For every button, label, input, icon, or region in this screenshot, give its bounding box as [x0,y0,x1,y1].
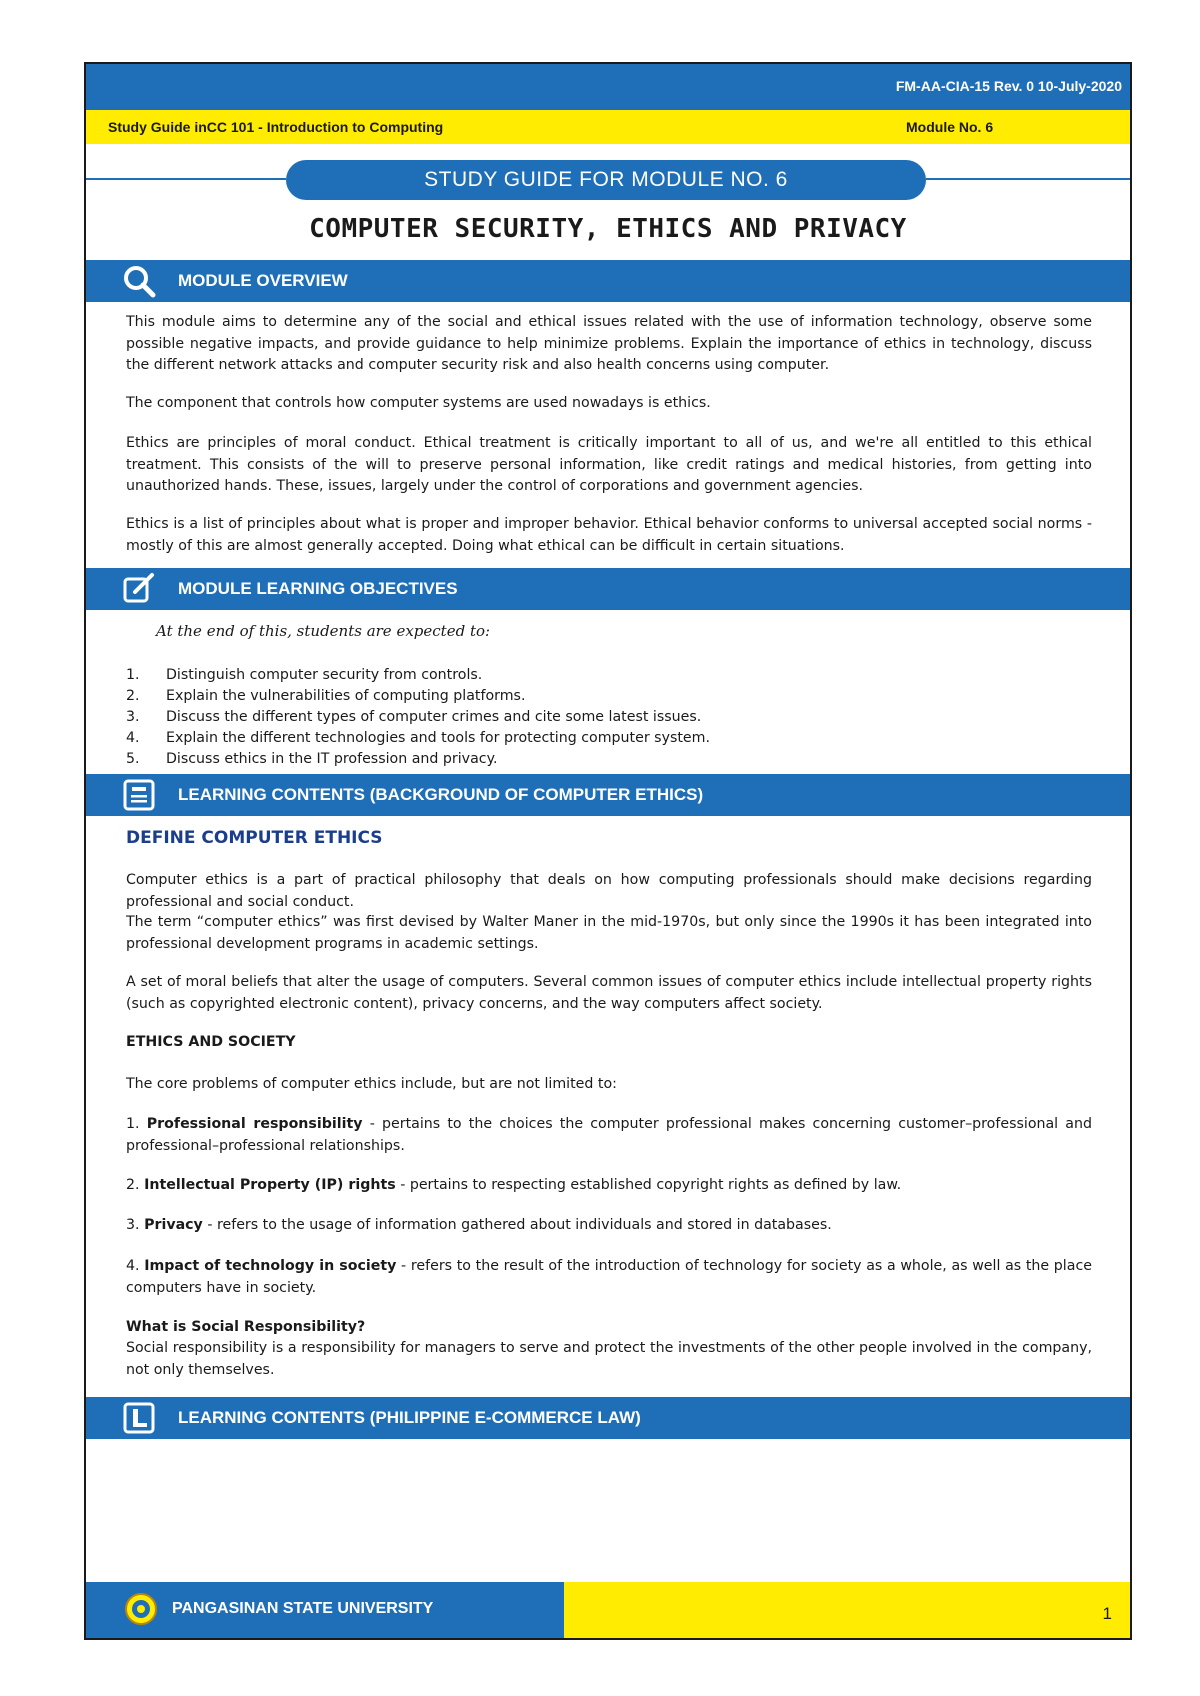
magnifier-icon [122,264,156,298]
overview-paragraph-2: The component that controls how computer systems are used nowadays is ethics. [126,395,711,411]
title-rule-right [926,178,1130,180]
section-label-overview: MODULE OVERVIEW [178,271,348,290]
page-title: COMPUTER SECURITY, ETHICS AND PRIVACY [309,214,907,244]
problem-description: - refers to the usage of information gathered about individuals and stored in databases. [202,1217,832,1233]
list-item [126,665,1092,686]
university-name: PANGASINAN STATE UNIVERSITY [172,1600,434,1617]
objective-number: 3. [126,709,140,725]
list-item [126,749,1092,770]
problem-item-4 [126,1256,1092,1299]
list-item [126,707,1092,728]
problem-term: Privacy [144,1217,203,1233]
university-seal-icon [124,1592,158,1626]
social-responsibility-question: What is Social Responsibility? [126,1319,366,1335]
title-rule-left [86,178,286,180]
objective-number: 1. [126,667,140,683]
study-guide-pill: STUDY GUIDE FOR MODULE NO. 6 [286,160,926,200]
social-responsibility-answer: Social responsibility is a responsibility for managers to serve and protect the investments of the other people involved in the company, not only themselves. [126,1340,1092,1378]
ethics-paragraph-2: The term “computer ethics” was first devised by Walter Maner in the mid-1970s, but only since the 1990s it has been integrated into professional development programs in academic settings. [126,914,1092,952]
problem-item-3 [126,1215,1092,1237]
problem-number: 1. [126,1116,140,1132]
section-bar-overview [86,260,1130,302]
section-label-contents-ecommerce: LEARNING CONTENTS (PHILIPPINE E-COMMERCE LAW) [178,1408,641,1427]
objective-text: Discuss the different types of computer crimes and cite some latest issues. [166,709,702,725]
problem-number: 3. [126,1217,140,1233]
page-number: 1 [1102,1604,1112,1623]
overview-paragraph-4: Ethics is a list of principles about what is proper and improper behavior. Ethical behavior conforms to universal accepted social norms - mostly of this are almost generally accepted. Doing what ethical can be difficult in certain situations. [126,516,1092,554]
problem-term: Professional responsibility [146,1116,363,1132]
objective-number: 2. [126,688,140,704]
objective-number: 4. [126,730,140,746]
guide-title: Study Guide inCC 101 - Introduction to Computing [108,119,444,135]
overview-paragraph-1: This module aims to determine any of the social and ethical issues related with the use of information technology, observe some possible negative impacts, and provide guidance to help minimize problems. Explain the importance of ethics in technology, discuss the different network attacks and computer security risk and also health concerns using computer. [126,314,1092,373]
objectives-list [126,665,1092,770]
page-frame [84,62,1132,1640]
section-label-contents-ethics: LEARNING CONTENTS (BACKGROUND OF COMPUTER ETHICS) [178,785,704,804]
objective-number: 5. [126,751,140,767]
problem-description: - pertains to the choices the computer professional makes concerning customer–professional and professional–professional relationships. [126,1116,1093,1154]
problem-term: Impact of technology in society [144,1258,397,1274]
problem-item-2 [126,1175,1092,1197]
section-bar-objectives [86,568,1130,610]
core-problems-intro: The core problems of computer ethics include, but are not limited to: [126,1076,617,1092]
problem-number: 4. [126,1258,140,1274]
define-computer-ethics-heading: DEFINE COMPUTER ETHICS [126,828,383,848]
pencil-icon [122,572,156,606]
footer-yellow-band [564,1582,1130,1638]
list-item [126,728,1092,749]
objectives-intro: At the end of this, students are expected to: [156,622,491,640]
list-item [126,686,1092,707]
overview-paragraph-3: Ethics are principles of moral conduct. Ethical treatment is critically important to all of us, and we're all entitled to this ethical treatment. This consists of the will to preserve personal information, like credit ratings and medical histories, from getting into unauthorized hands. These, issues, largely under the control of corporations and government agencies. [126,435,1092,494]
module-number: Module No. 6 [906,119,994,135]
section-bar-contents-ecommerce [86,1397,1130,1439]
objective-text: Discuss ethics in the IT profession and privacy. [166,751,498,767]
problem-description: - pertains to respecting established copyright rights as defined by law. [395,1177,902,1193]
form-code: FM-AA-CIA-15 Rev. 0 10-July-2020 [895,78,1122,94]
ethics-paragraph-3: A set of moral beliefs that alter the usage of computers. Several common issues of computer ethics include intellectual property rights (such as copyrighted electronic content), privacy concerns, and the way computers affect society. [126,974,1092,1012]
problem-item-1 [126,1114,1092,1157]
document-icon [122,778,156,812]
section-label-objectives: MODULE LEARNING OBJECTIVES [178,579,458,598]
ethics-paragraph-1: Computer ethics is a part of practical philosophy that deals on how computing professionals should make decisions regarding professional and social conduct. [126,872,1092,910]
objective-text: Explain the different technologies and tools for protecting computer system. [166,730,710,746]
problem-term: Intellectual Property (IP) rights [144,1177,396,1193]
book-icon [122,1401,156,1435]
ethics-society-heading: ETHICS AND SOCIETY [126,1034,296,1050]
objective-text: Distinguish computer security from controls. [166,667,483,683]
section-bar-contents-ethics [86,774,1130,816]
problem-description: - refers to the result of the introduction of technology for society as a whole, as well as the place computers have in society. [126,1258,1092,1296]
problem-number: 2. [126,1177,140,1193]
objective-text: Explain the vulnerabilities of computing platforms. [166,688,526,704]
